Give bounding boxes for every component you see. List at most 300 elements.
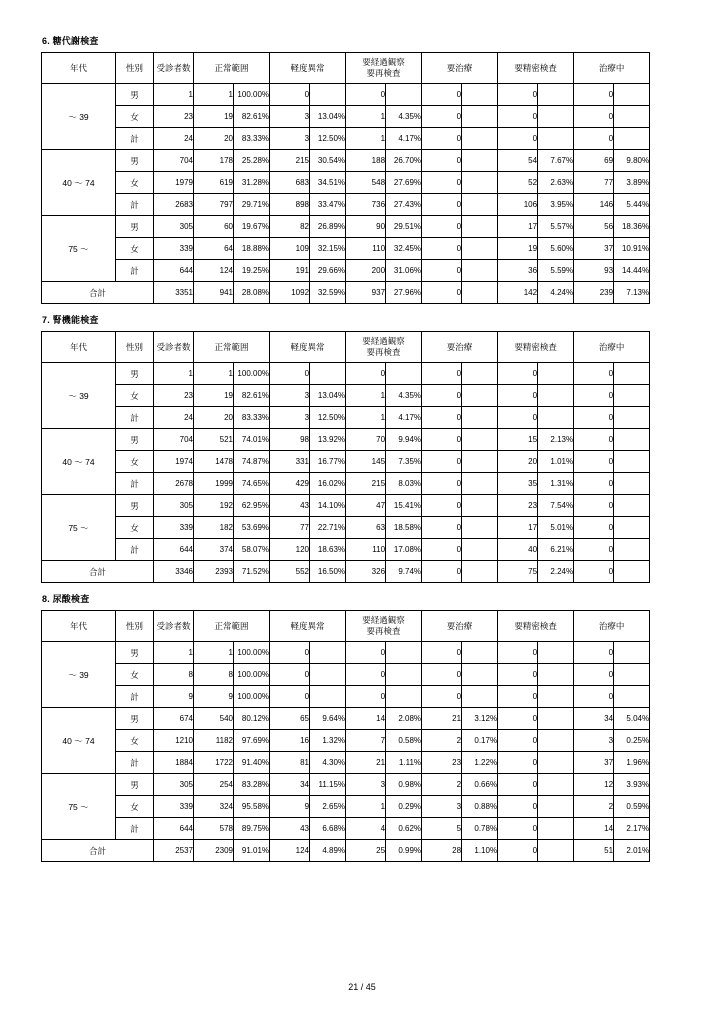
cell-value: 0.25% <box>614 730 650 752</box>
cell-value: 43 <box>270 495 310 517</box>
sex-label: 男 <box>116 495 154 517</box>
table-row <box>42 194 650 216</box>
cell-value: 20 <box>194 128 234 150</box>
cell-examinees: 3346 <box>154 561 194 583</box>
table-row <box>42 260 650 282</box>
cell-value: 5.59% <box>538 260 574 282</box>
cell-value: 7.54% <box>538 495 574 517</box>
cell-value: 43 <box>270 818 310 840</box>
cell-value: 3.12% <box>462 708 498 730</box>
cell-value: 90 <box>346 216 386 238</box>
table-row <box>42 774 650 796</box>
cell-value <box>462 150 498 172</box>
cell-value: 3 <box>346 774 386 796</box>
cell-value: 0 <box>574 517 614 539</box>
col-treatment: 要治療 <box>422 53 498 84</box>
cell-value <box>310 363 346 385</box>
cell-value: 33.47% <box>310 194 346 216</box>
cell-value: 0 <box>422 260 462 282</box>
cell-value: 0 <box>574 561 614 583</box>
cell-value: 898 <box>270 194 310 216</box>
cell-value: 54 <box>498 150 538 172</box>
cell-value: 142 <box>498 282 538 304</box>
cell-value: 25 <box>346 840 386 862</box>
cell-value: 13.04% <box>310 106 346 128</box>
cell-value: 74.87% <box>234 451 270 473</box>
cell-value: 0 <box>498 796 538 818</box>
cell-value: 2393 <box>194 561 234 583</box>
cell-value: 100.00% <box>234 686 270 708</box>
cell-value: 192 <box>194 495 234 517</box>
cell-value: 0.98% <box>386 774 422 796</box>
cell-value: 74.65% <box>234 473 270 495</box>
cell-value: 18.63% <box>310 539 346 561</box>
cell-value: 0 <box>346 664 386 686</box>
cell-value: 0 <box>574 429 614 451</box>
cell-value: 19.67% <box>234 216 270 238</box>
col-mild: 軽度異常 <box>270 53 346 84</box>
cell-value: 1 <box>194 363 234 385</box>
sex-label: 女 <box>116 796 154 818</box>
cell-examinees: 1 <box>154 642 194 664</box>
cell-examinees: 1 <box>154 363 194 385</box>
cell-value: 0 <box>574 106 614 128</box>
cell-value: 521 <box>194 429 234 451</box>
age-group-label: 75 〜 <box>42 495 116 561</box>
col-treatment: 要治療 <box>422 611 498 642</box>
col-age: 年代 <box>42 332 116 363</box>
cell-value: 27.69% <box>386 172 422 194</box>
cell-value: 35 <box>498 473 538 495</box>
table-row <box>42 517 650 539</box>
cell-value <box>462 561 498 583</box>
cell-value: 0 <box>422 150 462 172</box>
cell-value <box>462 84 498 106</box>
cell-value: 0 <box>498 686 538 708</box>
cell-value: 77 <box>574 172 614 194</box>
cell-value: 188 <box>346 150 386 172</box>
col-under-treatment: 治療中 <box>574 53 650 84</box>
cell-value <box>462 260 498 282</box>
cell-value: 18.58% <box>386 517 422 539</box>
cell-value: 8.03% <box>386 473 422 495</box>
cell-value: 0 <box>422 686 462 708</box>
cell-value <box>538 363 574 385</box>
cell-value <box>462 128 498 150</box>
sex-label: 計 <box>116 473 154 495</box>
age-group-label: 40 〜 74 <box>42 708 116 774</box>
cell-value: 3.95% <box>538 194 574 216</box>
cell-value: 100.00% <box>234 642 270 664</box>
cell-value: 19.25% <box>234 260 270 282</box>
sex-label: 計 <box>116 407 154 429</box>
cell-value <box>462 282 498 304</box>
cell-value: 5 <box>422 818 462 840</box>
cell-value: 2.63% <box>538 172 574 194</box>
table-row <box>42 708 650 730</box>
cell-value: 3 <box>270 106 310 128</box>
cell-value: 14.44% <box>614 260 650 282</box>
cell-value: 0 <box>422 429 462 451</box>
cell-value: 18.88% <box>234 238 270 260</box>
cell-value: 30.54% <box>310 150 346 172</box>
cell-value <box>614 363 650 385</box>
cell-value: 7.35% <box>386 451 422 473</box>
cell-value: 2.13% <box>538 429 574 451</box>
cell-value: 0 <box>422 539 462 561</box>
cell-value: 28 <box>422 840 462 862</box>
cell-examinees: 3351 <box>154 282 194 304</box>
cell-value: 3 <box>270 128 310 150</box>
cell-value: 0 <box>346 84 386 106</box>
cell-value: 1 <box>346 106 386 128</box>
cell-value <box>614 84 650 106</box>
cell-examinees: 1979 <box>154 172 194 194</box>
stats-table <box>41 331 650 583</box>
cell-value <box>386 363 422 385</box>
col-mild: 軽度異常 <box>270 332 346 363</box>
sex-label: 女 <box>116 730 154 752</box>
cell-value <box>462 664 498 686</box>
cell-value: 0 <box>422 561 462 583</box>
cell-value <box>310 84 346 106</box>
cell-value <box>614 429 650 451</box>
cell-examinees: 644 <box>154 539 194 561</box>
cell-value: 9.74% <box>386 561 422 583</box>
cell-value: 0 <box>498 840 538 862</box>
cell-value: 40 <box>498 539 538 561</box>
cell-value: 2.01% <box>614 840 650 862</box>
cell-value: 58.07% <box>234 539 270 561</box>
cell-value: 1092 <box>270 282 310 304</box>
table-row <box>42 730 650 752</box>
cell-value: 81 <box>270 752 310 774</box>
cell-value: 37 <box>574 238 614 260</box>
cell-value: 540 <box>194 708 234 730</box>
cell-value: 5.60% <box>538 238 574 260</box>
sex-label: 女 <box>116 238 154 260</box>
cell-value: 71.52% <box>234 561 270 583</box>
cell-value: 683 <box>270 172 310 194</box>
table-header-row <box>42 53 650 84</box>
cell-value: 0 <box>422 473 462 495</box>
col-sex: 性別 <box>116 53 154 84</box>
cell-examinees: 8 <box>154 664 194 686</box>
cell-examinees: 24 <box>154 407 194 429</box>
cell-value: 100.00% <box>234 664 270 686</box>
cell-value <box>462 194 498 216</box>
cell-value: 69 <box>574 150 614 172</box>
cell-value <box>538 730 574 752</box>
sex-label: 男 <box>116 84 154 106</box>
cell-value: 106 <box>498 194 538 216</box>
age-group-label: 〜 39 <box>42 84 116 150</box>
cell-value: 32.59% <box>310 282 346 304</box>
sex-label: 計 <box>116 686 154 708</box>
cell-value: 5.44% <box>614 194 650 216</box>
cell-value: 15.41% <box>386 495 422 517</box>
cell-value: 215 <box>346 473 386 495</box>
table-row <box>42 238 650 260</box>
cell-value <box>386 84 422 106</box>
cell-value: 16 <box>270 730 310 752</box>
cell-value: 124 <box>270 840 310 862</box>
cell-value <box>462 642 498 664</box>
col-examinees: 受診者数 <box>154 332 194 363</box>
col-under-treatment: 治療中 <box>574 611 650 642</box>
cell-value <box>538 642 574 664</box>
cell-examinees: 23 <box>154 106 194 128</box>
cell-value: 145 <box>346 451 386 473</box>
cell-value: 429 <box>270 473 310 495</box>
total-label: 合計 <box>42 282 154 304</box>
col-detailed: 要精密検査 <box>498 53 574 84</box>
cell-value <box>538 385 574 407</box>
cell-value: 3 <box>270 407 310 429</box>
cell-value: 19 <box>498 238 538 260</box>
cell-value: 83.28% <box>234 774 270 796</box>
cell-value: 0 <box>574 385 614 407</box>
cell-value: 0.62% <box>386 818 422 840</box>
cell-value: 22.71% <box>310 517 346 539</box>
cell-value: 0.78% <box>462 818 498 840</box>
cell-value: 110 <box>346 539 386 561</box>
cell-value <box>462 238 498 260</box>
age-group-label: 〜 39 <box>42 363 116 429</box>
cell-value <box>538 664 574 686</box>
cell-examinees: 2537 <box>154 840 194 862</box>
cell-value: 1478 <box>194 451 234 473</box>
cell-value: 0.29% <box>386 796 422 818</box>
cell-value: 1 <box>346 407 386 429</box>
table-row <box>42 150 650 172</box>
cell-value <box>614 106 650 128</box>
cell-value: 16.50% <box>310 561 346 583</box>
cell-value: 0 <box>422 407 462 429</box>
cell-value: 82.61% <box>234 106 270 128</box>
cell-value: 1 <box>346 796 386 818</box>
cell-value: 3 <box>574 730 614 752</box>
cell-value <box>462 539 498 561</box>
cell-value <box>462 106 498 128</box>
col-normal: 正常範囲 <box>194 53 270 84</box>
cell-value <box>538 840 574 862</box>
col-followup: 要経過観察 要再検査 <box>346 53 422 84</box>
cell-value: 9.94% <box>386 429 422 451</box>
table-row <box>42 473 650 495</box>
sex-label: 男 <box>116 708 154 730</box>
cell-examinees: 9 <box>154 686 194 708</box>
cell-value: 2 <box>422 730 462 752</box>
cell-value: 4.35% <box>386 106 422 128</box>
cell-examinees: 1210 <box>154 730 194 752</box>
cell-value: 56 <box>574 216 614 238</box>
cell-value: 7 <box>346 730 386 752</box>
cell-value: 9.64% <box>310 708 346 730</box>
cell-value <box>614 561 650 583</box>
cell-value <box>614 473 650 495</box>
cell-value <box>462 686 498 708</box>
cell-value: 77 <box>270 517 310 539</box>
cell-value: 0 <box>498 84 538 106</box>
cell-value <box>462 429 498 451</box>
cell-value: 191 <box>270 260 310 282</box>
cell-value: 0 <box>422 194 462 216</box>
cell-value: 200 <box>346 260 386 282</box>
cell-value: 552 <box>270 561 310 583</box>
table-row <box>42 664 650 686</box>
cell-value: 17.08% <box>386 539 422 561</box>
page-footer: 21 / 45 <box>348 982 376 992</box>
cell-value: 12 <box>574 774 614 796</box>
cell-value: 1 <box>346 128 386 150</box>
cell-value: 0 <box>498 664 538 686</box>
cell-value: 578 <box>194 818 234 840</box>
cell-value: 0 <box>270 84 310 106</box>
cell-examinees: 1974 <box>154 451 194 473</box>
cell-value <box>462 385 498 407</box>
cell-value: 146 <box>574 194 614 216</box>
cell-value: 178 <box>194 150 234 172</box>
cell-value: 28.08% <box>234 282 270 304</box>
cell-value: 797 <box>194 194 234 216</box>
cell-value: 0 <box>574 363 614 385</box>
table-total-row <box>42 282 650 304</box>
cell-value: 89.75% <box>234 818 270 840</box>
sex-label: 男 <box>116 642 154 664</box>
cell-value: 7.13% <box>614 282 650 304</box>
cell-value: 0.88% <box>462 796 498 818</box>
cell-value: 120 <box>270 539 310 561</box>
cell-value: 2.17% <box>614 818 650 840</box>
col-detailed: 要精密検査 <box>498 611 574 642</box>
cell-value: 26.70% <box>386 150 422 172</box>
cell-examinees: 2678 <box>154 473 194 495</box>
cell-value: 0 <box>498 106 538 128</box>
cell-value: 12.50% <box>310 407 346 429</box>
cell-value: 0 <box>270 664 310 686</box>
cell-value: 53.69% <box>234 517 270 539</box>
cell-value: 736 <box>346 194 386 216</box>
cell-examinees: 305 <box>154 774 194 796</box>
cell-value: 37 <box>574 752 614 774</box>
cell-value: 11.15% <box>310 774 346 796</box>
cell-value: 0 <box>498 363 538 385</box>
cell-value: 254 <box>194 774 234 796</box>
col-under-treatment: 治療中 <box>574 332 650 363</box>
cell-value <box>462 451 498 473</box>
cell-value: 0.59% <box>614 796 650 818</box>
age-group-label: 75 〜 <box>42 774 116 840</box>
cell-value: 0 <box>422 664 462 686</box>
cell-value: 21 <box>422 708 462 730</box>
cell-value: 83.33% <box>234 407 270 429</box>
cell-value <box>538 818 574 840</box>
age-group-label: 〜 39 <box>42 642 116 708</box>
sex-label: 女 <box>116 385 154 407</box>
cell-value <box>538 686 574 708</box>
cell-value: 2 <box>422 774 462 796</box>
cell-value: 14 <box>346 708 386 730</box>
cell-value: 0 <box>422 216 462 238</box>
section-renal-function <box>40 313 684 583</box>
section-glucose-metabolism <box>40 34 684 304</box>
cell-value: 548 <box>346 172 386 194</box>
cell-value: 0 <box>498 730 538 752</box>
cell-value: 324 <box>194 796 234 818</box>
col-sex: 性別 <box>116 332 154 363</box>
cell-value: 91.40% <box>234 752 270 774</box>
col-examinees: 受診者数 <box>154 53 194 84</box>
sex-label: 女 <box>116 664 154 686</box>
cell-value: 31.06% <box>386 260 422 282</box>
cell-value: 64 <box>194 238 234 260</box>
cell-examinees: 1884 <box>154 752 194 774</box>
cell-examinees: 704 <box>154 150 194 172</box>
cell-value <box>614 385 650 407</box>
cell-value <box>462 473 498 495</box>
cell-value: 34 <box>270 774 310 796</box>
cell-value: 95.58% <box>234 796 270 818</box>
cell-value <box>614 642 650 664</box>
cell-value <box>614 128 650 150</box>
cell-value: 25.28% <box>234 150 270 172</box>
cell-value: 14 <box>574 818 614 840</box>
cell-value: 2.65% <box>310 796 346 818</box>
cell-value: 1.01% <box>538 451 574 473</box>
cell-value <box>538 407 574 429</box>
cell-value: 20 <box>194 407 234 429</box>
cell-value: 619 <box>194 172 234 194</box>
cell-examinees: 24 <box>154 128 194 150</box>
cell-value: 0 <box>422 128 462 150</box>
cell-value: 3 <box>422 796 462 818</box>
cell-value: 9 <box>194 686 234 708</box>
sex-label: 男 <box>116 216 154 238</box>
cell-value: 16.77% <box>310 451 346 473</box>
cell-value <box>310 686 346 708</box>
cell-value: 6.21% <box>538 539 574 561</box>
cell-value: 82 <box>270 216 310 238</box>
cell-value <box>538 774 574 796</box>
table-row <box>42 216 650 238</box>
sex-label: 女 <box>116 172 154 194</box>
cell-value: 52 <box>498 172 538 194</box>
cell-value: 1.31% <box>538 473 574 495</box>
cell-value: 98 <box>270 429 310 451</box>
cell-value: 0 <box>346 642 386 664</box>
cell-value <box>614 664 650 686</box>
cell-value: 0 <box>422 84 462 106</box>
cell-value: 2.08% <box>386 708 422 730</box>
cell-value: 12.50% <box>310 128 346 150</box>
cell-examinees: 644 <box>154 260 194 282</box>
cell-value: 3.89% <box>614 172 650 194</box>
table-row <box>42 407 650 429</box>
sex-label: 女 <box>116 106 154 128</box>
cell-value: 1.96% <box>614 752 650 774</box>
cell-value: 97.69% <box>234 730 270 752</box>
sex-label: 男 <box>116 774 154 796</box>
cell-value: 34 <box>574 708 614 730</box>
table-header-row <box>42 332 650 363</box>
cell-value <box>538 752 574 774</box>
cell-value <box>538 84 574 106</box>
cell-value: 93 <box>574 260 614 282</box>
cell-value: 34.51% <box>310 172 346 194</box>
cell-value: 17 <box>498 517 538 539</box>
cell-value: 0 <box>498 407 538 429</box>
